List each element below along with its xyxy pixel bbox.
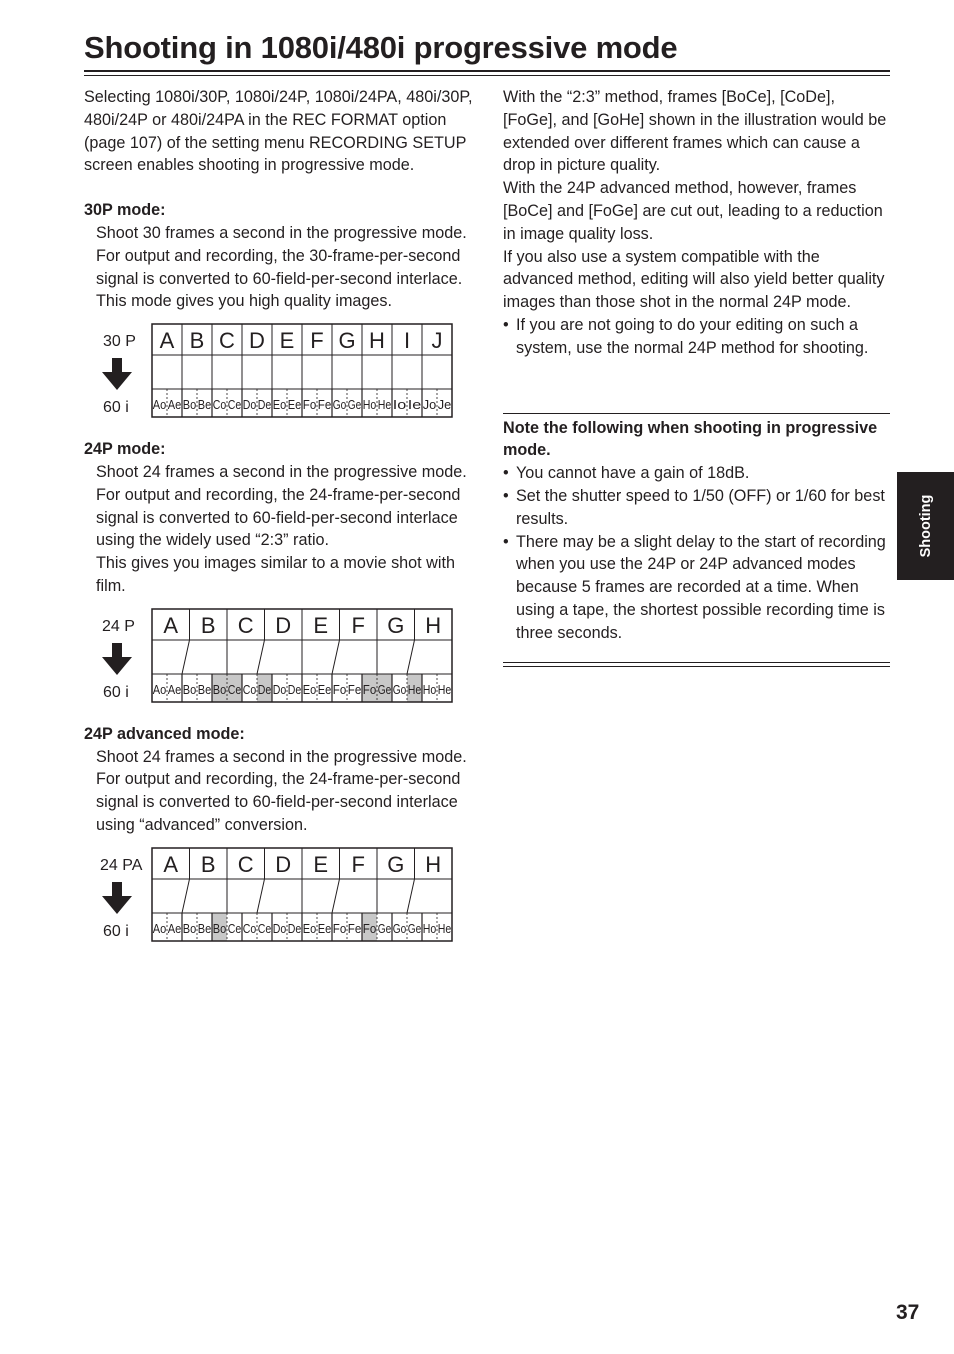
field-label: Eo [302,681,317,697]
field-label: Ge [377,920,392,936]
note-heading: Note the following when shooting in progressive mode. [503,418,878,460]
field-label: Fo [332,681,347,697]
field-label: Ie [407,397,422,413]
text-30p-1: Shoot 30 frames a second in the progressive mode. [96,223,467,242]
note-bottom-rule [503,662,890,663]
field-label: Fe [317,397,332,413]
field-label: Ho [422,681,437,697]
field-label: Eo [302,920,317,936]
right-paragraph-2: With the 24P advanced method, however, frames [BoCe] and [FoGe] are cut out, leading to a reduction in image quality loss. [503,179,883,243]
text-30p-2: For output and recording, the 30-frame-per-second signal is converted to 60-field-per-second interlace. [96,246,463,288]
diagram-top-label: 30 P [103,333,136,351]
field-label: Co [212,397,227,413]
field-label: Ao [152,920,167,936]
diagram-bottom-label: 60 i [103,922,129,940]
field-label: Ce [257,920,272,936]
frame-connector [332,879,340,913]
field-label: De [287,920,302,936]
field-label: Eo [272,397,287,413]
frame-label: G [338,328,356,354]
field-label: Ae [167,681,182,697]
field-label: Go [392,681,407,697]
field-label: Ge [407,920,422,936]
frame-label: H [369,328,385,354]
bullet-mark: • [503,464,509,483]
title-rule [84,70,890,72]
frame-label: F [310,328,324,354]
field-label: Ao [152,397,167,413]
frame-label: B [200,612,216,638]
field-label: He [437,920,452,936]
text-24p-3: This gives you images similar to a movie shot with film. [96,554,455,595]
frame-label: G [387,612,405,638]
right-bullet-text: If you are not going to do your editing on such a system, use the normal 24P method for shooting. [516,315,869,357]
diagram-bottom-label: 60 i [103,399,129,417]
field-label: Je [437,397,452,413]
frame-connector [182,640,190,674]
field-label: Fo [362,920,377,936]
note-bullet [503,531,893,645]
note-bullet [503,485,893,531]
right-bullet [503,314,893,360]
heading-24p: 24P mode: [84,440,166,459]
field-label: Fe [347,920,362,936]
field-label: Io [392,397,407,413]
bullet-mark: • [503,532,509,551]
note-bullet-text: You cannot have a gain of 18dB. [516,464,750,483]
field-label: Bo [182,920,197,936]
frame-label: F [351,612,365,638]
diagram-top-label: 24 P [102,617,135,635]
field-label: Do [272,920,287,936]
field-label: Ho [422,920,437,936]
frame-field-grid [84,609,464,707]
field-label: Do [242,397,257,413]
left-column [84,86,474,952]
frame-label: B [200,851,216,877]
frame-label: C [219,328,235,354]
diagram-top-label: 24 PA [100,856,143,874]
field-label: Ao [152,681,167,697]
field-label: Ge [377,681,392,697]
field-label: Bo [212,920,227,936]
frame-label: E [313,851,329,877]
field-label: Bo [182,397,197,413]
section-tab-label: Shooting [917,494,934,558]
frame-label: E [313,612,329,638]
field-label: Do [272,681,287,697]
note-bullet-text: Set the shutter speed to 1/50 (OFF) or 1/60 for best results. [516,486,885,528]
field-label: Ee [317,920,332,936]
intro-paragraph: Selecting 1080i/30P, 1080i/24P, 1080i/24PA, 480i/30P, 480i/24P or 480i/24PA in the REC FORMAT option (page 107) of the setting menu RECORDING SETUP screen enables shooting in progressive mode. [84,88,473,175]
bullet-mark: • [503,486,509,505]
field-label: He [407,681,422,697]
field-label: Ce [227,397,242,413]
field-label: Ae [167,920,182,936]
field-label: Ho [362,397,377,413]
frame-label: A [159,328,175,354]
frame-field-grid [84,848,464,946]
field-label: De [287,681,302,697]
field-label: Go [332,397,347,413]
title-rule-thin [84,75,890,76]
frame-label: A [163,612,179,638]
frame-label: H [425,851,442,877]
field-label: Jo [422,397,437,413]
text-30p-3: This mode gives you high quality images. [96,292,393,311]
frame-connector [332,640,340,674]
field-label: De [257,397,272,413]
frame-label: B [189,328,205,354]
field-label: Co [242,920,257,936]
note-bottom-rule [503,666,890,667]
frame-connector [257,879,265,913]
frame-connector [407,879,415,913]
field-label: De [257,681,272,697]
field-label: Ee [287,397,302,413]
frame-label: J [431,328,443,354]
field-label: Ge [347,397,362,413]
frame-label: I [403,328,411,354]
field-label: Fo [332,920,347,936]
heading-30p: 30P mode: [84,201,166,220]
field-label: Be [197,920,212,936]
text-24p-2: For output and recording, the 24-frame-per-second signal is converted to 60-field-per-second interlace using the widely used “2:3” ratio. [96,485,461,550]
field-label: Ce [227,920,242,936]
note-top-rule [503,413,890,414]
page-title: Shooting in 1080i/480i progressive mode [84,30,678,65]
field-label: Bo [212,681,227,697]
note-bullet [503,462,893,485]
frame-label: F [351,851,365,877]
field-label: Fo [362,681,377,697]
frame-label: C [237,851,254,877]
frame-label: G [387,851,405,877]
frame-label: D [249,328,265,354]
frame-field-grid [84,324,464,422]
field-label: Fo [302,397,317,413]
frame-label: H [425,612,442,638]
diagram-bottom-label: 60 i [103,683,129,701]
page-number: 37 [896,1301,920,1324]
frame-connector [182,879,190,913]
frame-connector [407,640,415,674]
frame-connector [257,640,265,674]
field-label: Ee [317,681,332,697]
field-label: Co [242,681,257,697]
field-label: Be [197,397,212,413]
frame-label: E [279,328,295,354]
frame-label: D [275,851,292,877]
frame-label: A [163,851,179,877]
frame-label: C [237,612,254,638]
field-label: Ce [227,681,242,697]
field-label: Be [197,681,212,697]
field-label: He [377,397,392,413]
diagram-24p [84,609,464,707]
section-tab [897,472,954,580]
right-column [503,86,893,645]
note-bullet-text: There may be a slight delay to the start of recording when you use the 24P or 24P advanced modes because 5 frames are recorded at a time. When using a tape, the shortest possible recording time is three seconds. [516,532,886,642]
bullet-mark: • [503,315,509,334]
field-label: Bo [182,681,197,697]
field-label: Ae [167,397,182,413]
right-paragraph-1: With the “2:3” method, frames [BoCe], [CoDe], [FoGe], and [GoHe] shown in the illustration would be extended over different frames which can cause a drop in picture quality. [503,88,887,175]
frame-label: D [275,612,292,638]
diagram-24pa [84,848,464,946]
text-24pa-2: For output and recording, the 24-frame-per-second signal is converted to 60-field-per-second interlace using “advanced” conversion. [96,770,461,834]
right-paragraph-3: If you also use a system compatible with the advanced method, editing will also yield better quality images than those shot in the normal 24P mode. [503,247,885,312]
heading-24pa: 24P advanced mode: [84,724,245,743]
field-label: Go [392,920,407,936]
text-24pa-1: Shoot 24 frames a second in the progressive mode. [96,747,467,766]
field-label: He [437,681,452,697]
field-label: Fe [347,681,362,697]
text-24p-1: Shoot 24 frames a second in the progressive mode. [96,462,467,481]
diagram-30p [84,324,464,422]
